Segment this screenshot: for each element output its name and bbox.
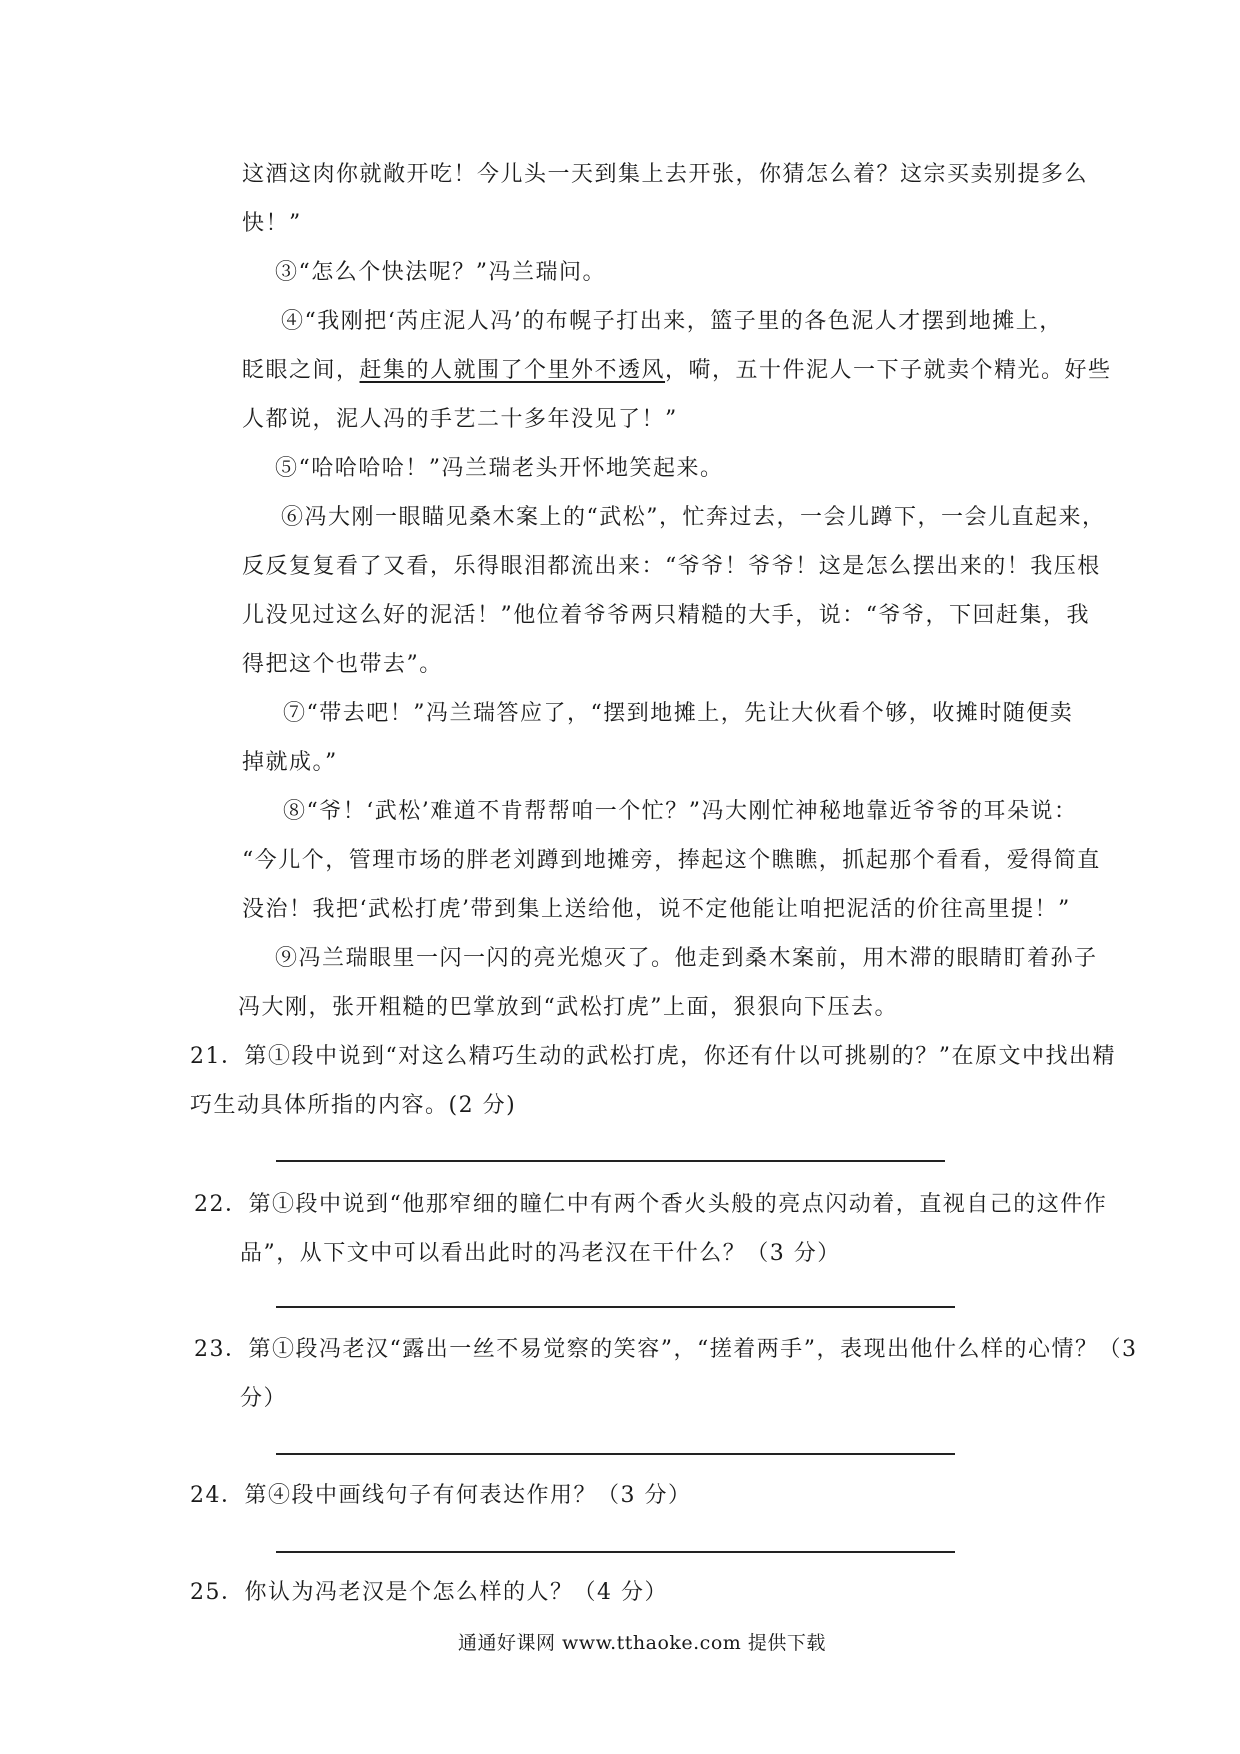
passage-text: ，嗬，五十件泥人一下子就卖个精光。好些 (665, 358, 1112, 383)
question-23: 23．第①段冯老汉“露出一丝不易觉察的笑容”，“搓着两手”，表现出他什么样的心情？（3 (194, 1337, 1138, 1362)
question-23-cont: 分） (240, 1386, 288, 1411)
question-25: 25．你认为冯老汉是个怎么样的人？（4 分） (190, 1580, 668, 1605)
passage-line: 这酒这肉你就敞开吃！今儿头一天到集上去开张，你猜怎么着？这宗买卖别提多么 (242, 162, 1089, 187)
question-22-cont: 品”，从下文中可以看出此时的冯老汉在干什么？（3 分） (240, 1241, 841, 1266)
question-21: 21．第①段中说到“对这么精巧生动的武松打虎，你还有什以可挑剔的？”在原文中找出精 (190, 1044, 1116, 1069)
question-22: 22．第①段中说到“他那窄细的瞳仁中有两个香火头般的亮点闪动着，直视自己的这件作 (194, 1192, 1108, 1217)
underlined-sentence: 赶集的人就围了个里外不透风 (359, 358, 666, 383)
question-24: 24．第④段中画线句子有何表达作用？（3 分） (190, 1483, 692, 1508)
passage-line: 人都说，泥人冯的手艺二十多年没见了！” (242, 407, 678, 432)
question-21-cont: 巧生动具体所指的内容。(2 分) (190, 1093, 517, 1118)
passage-line: 反反复复看了又看，乐得眼泪都流出来：“爷爷！爷爷！这是怎么摆出来的！我压根 (242, 554, 1101, 579)
passage-line: “今儿个，管理市场的胖老刘蹲到地摊旁，捧起这个瞧瞧，抓起那个看看，爱得简直 (242, 848, 1101, 873)
passage-line: 冯大刚，张开粗糙的巴掌放到“武松打虎”上面，狠狠向下压去。 (238, 995, 898, 1020)
passage-line: ④“我刚把‘芮庄泥人冯’的布幌子打出来，篮子里的各色泥人才摆到地摊上， (281, 309, 1063, 334)
passage-line: 快！” (242, 211, 302, 236)
passage-line: 儿没见过这么好的泥活！”他位着爷爷两只精糙的大手，说：“爷爷，下回赶集，我 (242, 603, 1090, 628)
answer-line-23[interactable] (276, 1453, 955, 1455)
passage-line: ⑦“带去吧！”冯兰瑞答应了，“摆到地摊上，先让大伙看个够，收摊时随便卖 (283, 701, 1074, 726)
answer-line-21[interactable] (276, 1160, 945, 1162)
passage-line: ③“怎么个快法呢？”冯兰瑞问。 (275, 260, 606, 285)
passage-line: ⑧“爷！‘武松’难道不肯帮帮咱一个忙？”冯大刚忙神秘地靠近爷爷的耳朵说： (283, 799, 1078, 824)
passage-line: 得把这个也带去”。 (242, 652, 443, 677)
passage-line: ⑤“哈哈哈哈！”冯兰瑞老头开怀地笑起来。 (275, 456, 724, 481)
answer-line-22[interactable] (276, 1306, 955, 1308)
answer-line-24[interactable] (276, 1551, 955, 1553)
passage-line: 掉就成。” (242, 750, 338, 775)
passage-line: ⑨冯兰瑞眼里一闪一闪的亮光熄灭了。他走到桑木案前，用木滞的眼睛盯着孙子 (275, 946, 1098, 971)
passage-line (242, 356, 1112, 386)
passage-line: 没治！我把‘武松打虎’带到集上送给他，说不定他能让咱把泥活的价往高里提！” (242, 897, 1071, 922)
passage-line: ⑥冯大刚一眼瞄见桑木案上的“武松”，忙奔过去，一会儿蹲下，一会儿直起来， (281, 505, 1106, 530)
passage-text: 眨眼之间， (242, 358, 360, 383)
footer-text: 通通好课网 www.tthaoke.com 提供下载 (458, 1632, 826, 1654)
